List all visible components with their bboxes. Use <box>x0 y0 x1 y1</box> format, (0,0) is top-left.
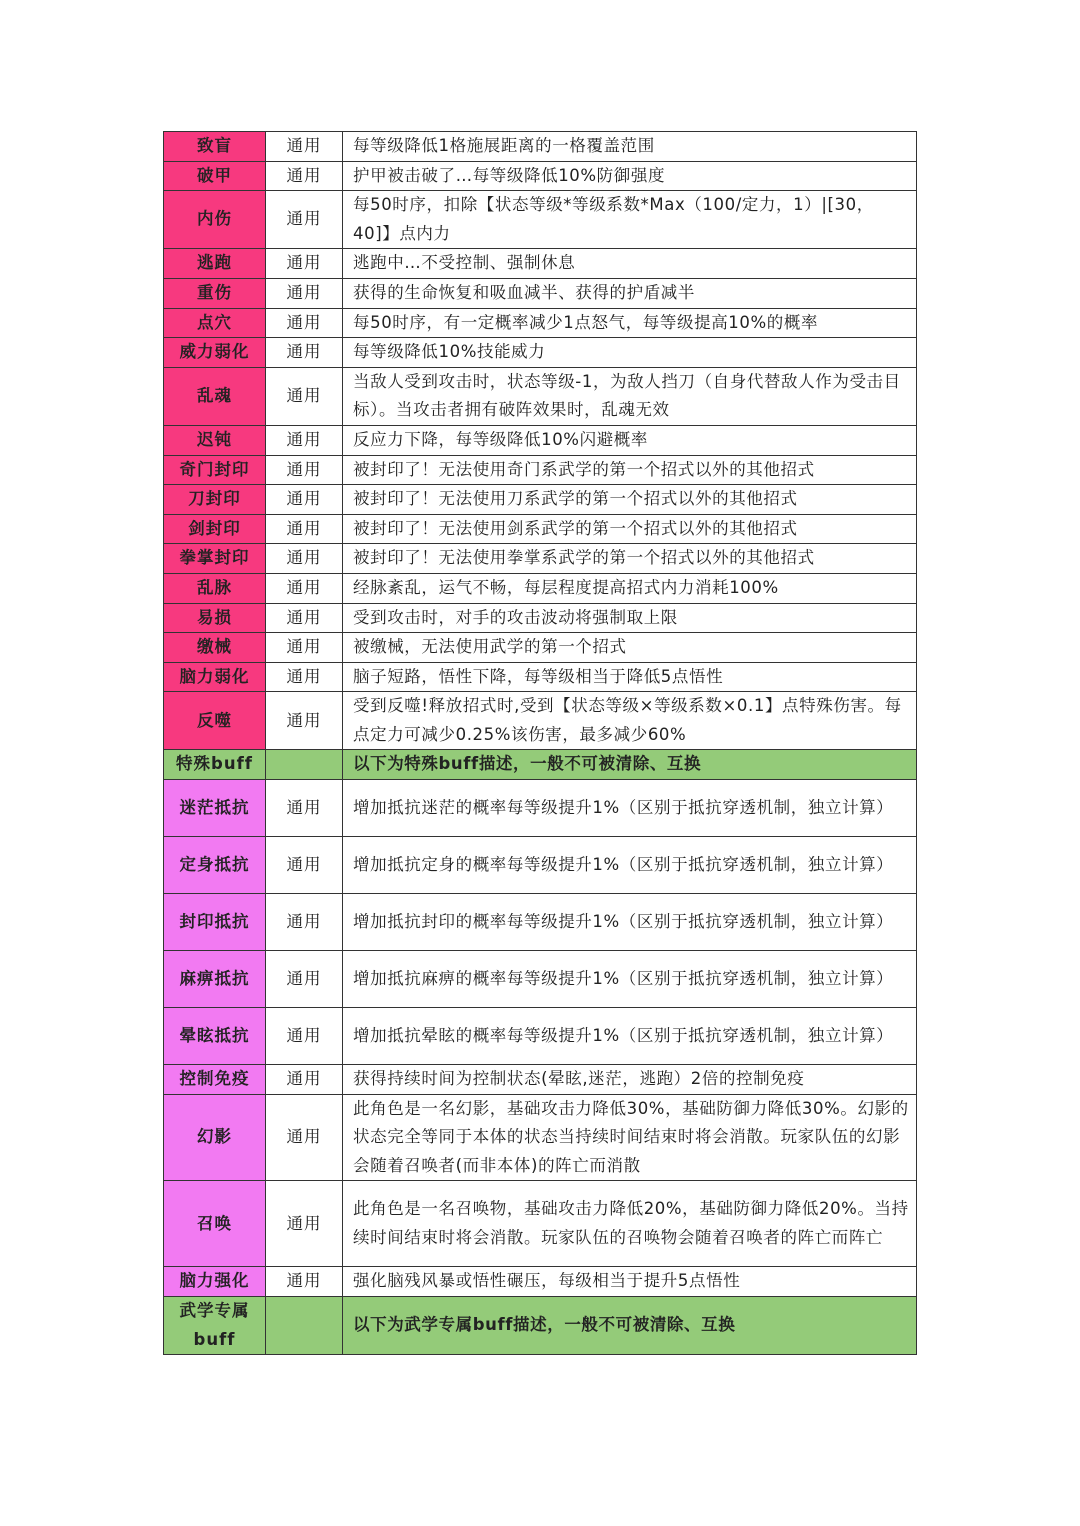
description-cell: 强化脑残风暴或悟性碾压，每级相当于提升5点悟性 <box>343 1267 917 1297</box>
scope-cell: 通用 <box>266 455 343 485</box>
scope-cell: 通用 <box>266 161 343 191</box>
buff-name-cell: 奇门封印 <box>164 455 266 485</box>
table-row <box>164 338 917 368</box>
section-row <box>164 750 917 780</box>
description-cell: 受到攻击时，对手的攻击波动将强制取上限 <box>343 603 917 633</box>
table-row <box>164 1181 917 1267</box>
buff-name-cell: 逃跑 <box>164 249 266 279</box>
table-row <box>164 514 917 544</box>
table-row <box>164 1065 917 1095</box>
description-cell: 当敌人受到攻击时，状态等级-1，为敌人挡刀（自身代替敌人作为受击目标）。当攻击者拥有破阵效果时，乱魂无效 <box>343 367 917 425</box>
description-cell: 每50时序，有一定概率减少1点怒气，每等级提高10%的概率 <box>343 308 917 338</box>
buff-table-body <box>164 132 917 1355</box>
description-cell: 经脉紊乱，运气不畅，每层程度提高招式内力消耗100% <box>343 573 917 603</box>
buff-name-cell: 易损 <box>164 603 266 633</box>
scope-cell: 通用 <box>266 573 343 603</box>
table-row <box>164 161 917 191</box>
scope-cell: 通用 <box>266 514 343 544</box>
description-cell: 增加抵抗定身的概率每等级提升1%（区别于抵抗穿透机制，独立计算） <box>343 837 917 894</box>
buff-name-cell: 重伤 <box>164 278 266 308</box>
buff-name-cell: 脑力强化 <box>164 1267 266 1297</box>
buff-name-cell: 封印抵抗 <box>164 894 266 951</box>
description-cell: 此角色是一名召唤物，基础攻击力降低20%，基础防御力降低20%。当持续时间结束时将会消散。玩家队伍的召唤物会随着召唤者的阵亡而阵亡 <box>343 1181 917 1267</box>
scope-cell: 通用 <box>266 1008 343 1065</box>
scope-cell: 通用 <box>266 544 343 574</box>
table-row <box>164 485 917 515</box>
table-row <box>164 308 917 338</box>
buff-name-cell: 迷茫抵抗 <box>164 780 266 837</box>
buff-name-cell: 脑力弱化 <box>164 662 266 692</box>
table-row <box>164 951 917 1008</box>
scope-cell: 通用 <box>266 278 343 308</box>
description-cell: 护甲被击破了…每等级降低10%防御强度 <box>343 161 917 191</box>
table-row <box>164 603 917 633</box>
description-cell: 被封印了！无法使用剑系武学的第一个招式以外的其他招式 <box>343 514 917 544</box>
description-cell: 被封印了！无法使用拳掌系武学的第一个招式以外的其他招式 <box>343 544 917 574</box>
table-row <box>164 367 917 425</box>
description-cell: 此角色是一名幻影，基础攻击力降低30%，基础防御力降低30%。幻影的状态完全等同于本体的状态当持续时间结束时将会消散。玩家队伍的幻影会随着召唤者(而非本体)的阵亡而消散 <box>343 1094 917 1181</box>
buff-table <box>163 131 917 1355</box>
scope-cell <box>266 750 343 780</box>
scope-cell: 通用 <box>266 780 343 837</box>
buff-name-cell: 幻影 <box>164 1094 266 1181</box>
scope-cell: 通用 <box>266 603 343 633</box>
description-cell: 增加抵抗封印的概率每等级提升1%（区别于抵抗穿透机制，独立计算） <box>343 894 917 951</box>
description-cell: 增加抵抗麻痹的概率每等级提升1%（区别于抵抗穿透机制，独立计算） <box>343 951 917 1008</box>
table-row <box>164 573 917 603</box>
buff-name-cell: 乱脉 <box>164 573 266 603</box>
description-cell: 获得的生命恢复和吸血减半、获得的护盾减半 <box>343 278 917 308</box>
description-cell: 增加抵抗迷茫的概率每等级提升1%（区别于抵抗穿透机制，独立计算） <box>343 780 917 837</box>
buff-name-cell: 反噬 <box>164 692 266 750</box>
description-cell: 以下为武学专属buff描述，一般不可被清除、互换 <box>343 1297 917 1355</box>
description-cell: 以下为特殊buff描述，一般不可被清除、互换 <box>343 750 917 780</box>
table-row <box>164 1008 917 1065</box>
description-cell: 被封印了！无法使用刀系武学的第一个招式以外的其他招式 <box>343 485 917 515</box>
section-row <box>164 1297 917 1355</box>
scope-cell: 通用 <box>266 338 343 368</box>
scope-cell: 通用 <box>266 692 343 750</box>
scope-cell: 通用 <box>266 308 343 338</box>
buff-name-cell: 破甲 <box>164 161 266 191</box>
table-row <box>164 132 917 162</box>
buff-name-cell: 召唤 <box>164 1181 266 1267</box>
description-cell: 每50时序，扣除【状态等级*等级系数*Max（100/定力，1）|[30，40]】点内力 <box>343 191 917 249</box>
buff-name-cell: 剑封印 <box>164 514 266 544</box>
description-cell: 脑子短路，悟性下降，每等级相当于降低5点悟性 <box>343 662 917 692</box>
table-row <box>164 1267 917 1297</box>
scope-cell: 通用 <box>266 662 343 692</box>
scope-cell: 通用 <box>266 894 343 951</box>
table-row <box>164 455 917 485</box>
table-row <box>164 692 917 750</box>
description-cell: 增加抵抗晕眩的概率每等级提升1%（区别于抵抗穿透机制，独立计算） <box>343 1008 917 1065</box>
buff-name-cell: 特殊buff <box>164 750 266 780</box>
table-row <box>164 191 917 249</box>
buff-name-cell: 威力弱化 <box>164 338 266 368</box>
description-cell: 反应力下降，每等级降低10%闪避概率 <box>343 425 917 455</box>
scope-cell: 通用 <box>266 1267 343 1297</box>
buff-name-cell: 控制免疫 <box>164 1065 266 1095</box>
buff-name-cell: 麻痹抵抗 <box>164 951 266 1008</box>
buff-name-cell: 缴械 <box>164 633 266 663</box>
table-row <box>164 425 917 455</box>
description-cell: 每等级降低1格施展距离的一格覆盖范围 <box>343 132 917 162</box>
scope-cell: 通用 <box>266 837 343 894</box>
scope-cell: 通用 <box>266 191 343 249</box>
scope-cell: 通用 <box>266 367 343 425</box>
scope-cell <box>266 1297 343 1355</box>
table-row <box>164 249 917 279</box>
scope-cell: 通用 <box>266 633 343 663</box>
buff-name-cell: 点穴 <box>164 308 266 338</box>
buff-name-cell: 内伤 <box>164 191 266 249</box>
table-row <box>164 837 917 894</box>
buff-name-cell: 迟钝 <box>164 425 266 455</box>
description-cell: 受到反噬!释放招式时,受到【状态等级×等级系数×0.1】点特殊伤害。每点定力可减少0.25%该伤害，最多减少60% <box>343 692 917 750</box>
table-row <box>164 633 917 663</box>
table-row <box>164 662 917 692</box>
buff-name-cell: 拳掌封印 <box>164 544 266 574</box>
table-row <box>164 544 917 574</box>
buff-name-cell: 乱魂 <box>164 367 266 425</box>
buff-name-cell: 定身抵抗 <box>164 837 266 894</box>
buff-name-cell: 致盲 <box>164 132 266 162</box>
buff-name-cell: 刀封印 <box>164 485 266 515</box>
buff-name-cell: 武学专属buff <box>164 1297 266 1355</box>
table-row <box>164 780 917 837</box>
scope-cell: 通用 <box>266 485 343 515</box>
table-row <box>164 894 917 951</box>
scope-cell: 通用 <box>266 425 343 455</box>
scope-cell: 通用 <box>266 1065 343 1095</box>
scope-cell: 通用 <box>266 1181 343 1267</box>
scope-cell: 通用 <box>266 1094 343 1181</box>
table-row <box>164 1094 917 1181</box>
scope-cell: 通用 <box>266 132 343 162</box>
scope-cell: 通用 <box>266 951 343 1008</box>
description-cell: 获得持续时间为控制状态(晕眩,迷茫，逃跑）2倍的控制免疫 <box>343 1065 917 1095</box>
table-row <box>164 278 917 308</box>
scope-cell: 通用 <box>266 249 343 279</box>
description-cell: 被缴械，无法使用武学的第一个招式 <box>343 633 917 663</box>
description-cell: 逃跑中…不受控制、强制休息 <box>343 249 917 279</box>
buff-name-cell: 晕眩抵抗 <box>164 1008 266 1065</box>
description-cell: 每等级降低10%技能威力 <box>343 338 917 368</box>
description-cell: 被封印了！无法使用奇门系武学的第一个招式以外的其他招式 <box>343 455 917 485</box>
